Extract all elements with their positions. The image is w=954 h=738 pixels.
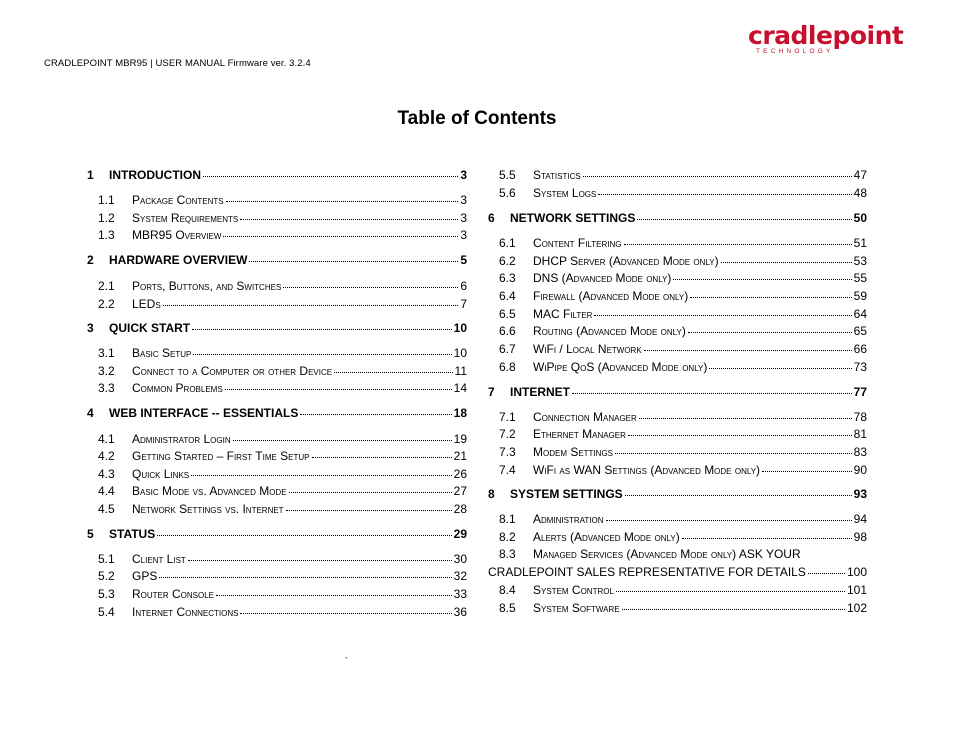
toc-dot-leader bbox=[639, 417, 852, 419]
toc-entry-label: Routing (Advanced Mode only) bbox=[533, 324, 686, 338]
toc-entry[interactable] bbox=[499, 583, 867, 597]
toc-entry-number: 6.7 bbox=[499, 342, 516, 356]
toc-entry-number: 8.5 bbox=[499, 601, 516, 615]
toc-entry-page: 47 bbox=[853, 168, 867, 182]
toc-dot-leader bbox=[615, 452, 852, 454]
toc-entry-number: 5.3 bbox=[98, 587, 115, 601]
toc-entry[interactable] bbox=[488, 487, 867, 501]
toc-entry-number: 8.2 bbox=[499, 530, 516, 544]
toc-entry[interactable] bbox=[87, 527, 467, 541]
toc-entry[interactable] bbox=[499, 547, 867, 561]
toc-entry-page: 77 bbox=[853, 385, 867, 399]
toc-dot-leader bbox=[688, 331, 852, 333]
toc-entry[interactable] bbox=[87, 253, 467, 267]
toc-entry-label: Alerts (Advanced Mode only) bbox=[533, 530, 680, 544]
toc-entry[interactable] bbox=[98, 484, 467, 498]
toc-dot-leader bbox=[226, 200, 459, 202]
toc-entry-number: 2 bbox=[87, 253, 94, 267]
toc-entry-label: MBR95 Overview bbox=[132, 228, 222, 242]
toc-dot-leader bbox=[157, 534, 451, 536]
toc-dot-leader bbox=[240, 612, 451, 614]
toc-entry-number: 6.5 bbox=[499, 307, 516, 321]
toc-entry-page: 73 bbox=[853, 360, 867, 374]
toc-entry-page: 5 bbox=[460, 253, 467, 267]
toc-entry-number: 2.1 bbox=[98, 279, 115, 293]
toc-entry-label: Statistics bbox=[533, 168, 581, 182]
toc-entry-number: 4 bbox=[87, 406, 94, 420]
footer-mark: ` bbox=[345, 656, 348, 666]
toc-entry[interactable] bbox=[98, 381, 467, 395]
toc-entry[interactable] bbox=[98, 228, 467, 242]
toc-entry-label: Firewall (Advanced Mode only) bbox=[533, 289, 689, 303]
toc-entry-label: Modem Settings bbox=[533, 445, 614, 459]
toc-entry-label: GPS bbox=[132, 569, 158, 583]
toc-dot-leader bbox=[225, 388, 452, 390]
logo-wordmark: cradlepoint bbox=[748, 21, 904, 50]
toc-entry-label: Administration bbox=[533, 512, 604, 526]
toc-dot-leader bbox=[283, 286, 458, 288]
toc-entry-page: 98 bbox=[853, 530, 867, 544]
toc-dot-leader bbox=[690, 296, 851, 298]
toc-entry-label: Getting Started – First Time Setup bbox=[132, 449, 310, 463]
toc-dot-leader bbox=[191, 474, 452, 476]
toc-dot-leader bbox=[628, 434, 852, 436]
toc-entry-page: 93 bbox=[853, 487, 867, 501]
toc-entry[interactable] bbox=[499, 530, 867, 544]
toc-entry[interactable] bbox=[499, 463, 867, 477]
toc-entry[interactable] bbox=[98, 569, 467, 583]
toc-dot-leader bbox=[594, 314, 851, 316]
toc-entry[interactable] bbox=[87, 321, 467, 335]
toc-dot-leader bbox=[188, 559, 452, 561]
toc-entry-page: 3 bbox=[460, 168, 467, 182]
toc-entry-label: Connect to a Computer or other Device bbox=[132, 364, 333, 378]
toc-entry[interactable] bbox=[499, 186, 867, 200]
toc-entry-label: SYSTEM SETTINGS bbox=[510, 487, 623, 501]
toc-entry-number: 1 bbox=[87, 168, 94, 182]
toc-entry-page: 27 bbox=[453, 484, 467, 498]
toc-dot-leader bbox=[598, 193, 851, 195]
toc-entry[interactable] bbox=[499, 445, 867, 459]
toc-dot-leader bbox=[159, 576, 451, 578]
toc-entry-label: QUICK START bbox=[109, 321, 191, 335]
toc-entry-label: Ports, Buttons, and Switches bbox=[132, 279, 282, 293]
toc-entry-page: 81 bbox=[853, 427, 867, 441]
toc-entry-number: 3.3 bbox=[98, 381, 115, 395]
toc-entry-number: 7.4 bbox=[499, 463, 516, 477]
toc-entry-page: 11 bbox=[454, 364, 467, 378]
toc-entry-page: 14 bbox=[453, 381, 467, 395]
toc-entry-page: 48 bbox=[853, 186, 867, 200]
toc-dot-leader bbox=[625, 494, 852, 496]
toc-entry-number: 5.4 bbox=[98, 605, 115, 619]
toc-entry[interactable] bbox=[499, 427, 867, 441]
toc-dot-leader bbox=[240, 218, 458, 220]
toc-entry-label: CRADLEPOINT SALES REPRESENTATIVE FOR DETAILS bbox=[488, 565, 806, 579]
toc-entry-page: 94 bbox=[853, 512, 867, 526]
toc-entry-label: System Software bbox=[533, 601, 620, 615]
toc-entry-page: 10 bbox=[453, 321, 467, 335]
toc-entry-label: Managed Services (Advanced Mode only) ASK YOUR bbox=[533, 547, 801, 561]
toc-entry-number: 5.2 bbox=[98, 569, 115, 583]
toc-entry-page: 3 bbox=[460, 228, 467, 242]
toc-entry-label: Router Console bbox=[132, 587, 215, 601]
toc-entry-label: Ethernet Manager bbox=[533, 427, 626, 441]
toc-entry-number: 1.3 bbox=[98, 228, 115, 242]
toc-entry-number: 3 bbox=[87, 321, 94, 335]
toc-dot-leader bbox=[644, 349, 852, 351]
toc-entry-number: 6.8 bbox=[499, 360, 516, 374]
toc-entry-number: 5.6 bbox=[499, 186, 516, 200]
document-header: CRADLEPOINT MBR95 | USER MANUAL Firmware ver. 3.2.4 bbox=[44, 58, 311, 69]
toc-entry-number: 2.2 bbox=[98, 297, 115, 311]
toc-dot-leader bbox=[249, 260, 458, 262]
toc-entry[interactable] bbox=[499, 360, 867, 374]
toc-entry-label: DNS (Advanced Mode only) bbox=[533, 271, 672, 285]
toc-entry-label: System Control bbox=[533, 583, 614, 597]
toc-entry-page: 78 bbox=[853, 410, 867, 424]
toc-dot-leader bbox=[216, 594, 452, 596]
toc-entry-label: Package Contents bbox=[132, 193, 224, 207]
toc-entry[interactable] bbox=[98, 193, 467, 207]
toc-dot-leader bbox=[762, 470, 852, 472]
toc-entry-number: 6 bbox=[488, 211, 495, 225]
toc-entry[interactable] bbox=[87, 168, 467, 182]
toc-entry-label: Network Settings vs. Internet bbox=[132, 502, 284, 516]
toc-entry[interactable] bbox=[98, 364, 467, 378]
toc-entry-label: Internet Connections bbox=[132, 605, 239, 619]
toc-entry-label: LEDs bbox=[132, 297, 161, 311]
toc-entry-page: 18 bbox=[453, 406, 467, 420]
toc-entry-label: Basic Setup bbox=[132, 346, 192, 360]
toc-entry-number: 3.1 bbox=[98, 346, 115, 360]
toc-entry-label: WiFi as WAN Settings (Advanced Mode only) bbox=[533, 463, 761, 477]
toc-entry-page: 100 bbox=[846, 565, 867, 579]
toc-entry-label: INTRODUCTION bbox=[109, 168, 201, 182]
toc-entry-label: NETWORK SETTINGS bbox=[510, 211, 636, 225]
toc-entry-page: 102 bbox=[846, 601, 867, 615]
toc-dot-leader bbox=[233, 439, 452, 441]
toc-entry-number: 8 bbox=[488, 487, 495, 501]
toc-dot-leader bbox=[673, 278, 851, 280]
toc-entry-number: 4.3 bbox=[98, 467, 115, 481]
toc-entry-page: 7 bbox=[460, 297, 467, 311]
toc-entry-page: 3 bbox=[460, 211, 467, 225]
toc-entry[interactable] bbox=[499, 307, 867, 321]
toc-entry-page: 55 bbox=[853, 271, 867, 285]
toc-entry-label: HARDWARE OVERVIEW bbox=[109, 253, 248, 267]
toc-entry-page: 101 bbox=[846, 583, 867, 597]
toc-entry-number: 7.1 bbox=[499, 410, 516, 424]
toc-entry-page: 29 bbox=[453, 527, 467, 541]
toc-entry-number: 7.3 bbox=[499, 445, 516, 459]
toc-entry-page: 6 bbox=[460, 279, 467, 293]
toc-dot-leader bbox=[334, 371, 452, 373]
toc-entry-number: 4.5 bbox=[98, 502, 115, 516]
toc-entry-number: 4.2 bbox=[98, 449, 115, 463]
toc-dot-leader bbox=[223, 235, 458, 237]
toc-dot-leader bbox=[583, 175, 852, 177]
toc-entry[interactable] bbox=[98, 605, 467, 619]
toc-entry-label: WEB INTERFACE -- ESSENTIALS bbox=[109, 406, 299, 420]
toc-entry[interactable] bbox=[98, 587, 467, 601]
toc-entry-number: 7.2 bbox=[499, 427, 516, 441]
toc-entry-label: INTERNET bbox=[510, 385, 570, 399]
toc-dot-leader bbox=[622, 608, 845, 610]
toc-entry[interactable] bbox=[499, 324, 867, 338]
toc-entry-page: 21 bbox=[453, 449, 467, 463]
toc-entry-page: 33 bbox=[453, 587, 467, 601]
toc-entry-number: 4.4 bbox=[98, 484, 115, 498]
toc-entry-label: System Logs bbox=[533, 186, 597, 200]
toc-entry[interactable] bbox=[87, 406, 467, 420]
toc-entry[interactable] bbox=[499, 236, 867, 250]
toc-dot-leader bbox=[193, 353, 451, 355]
toc-dot-leader bbox=[163, 304, 459, 306]
toc-dot-leader bbox=[624, 243, 852, 245]
toc-entry-label: Basic Mode vs. Advanced Mode bbox=[132, 484, 287, 498]
toc-entry-page: 10 bbox=[453, 346, 467, 360]
toc-dot-leader bbox=[289, 491, 452, 493]
toc-entry[interactable] bbox=[98, 211, 467, 225]
toc-entry-page: 3 bbox=[460, 193, 467, 207]
toc-entry[interactable] bbox=[499, 512, 867, 526]
toc-entry-label: System Requirements bbox=[132, 211, 239, 225]
toc-entry-number: 7 bbox=[488, 385, 495, 399]
toc-entry[interactable] bbox=[98, 449, 467, 463]
toc-dot-leader bbox=[637, 218, 851, 220]
toc-dot-leader bbox=[203, 175, 458, 177]
toc-entry-label: Client List bbox=[132, 552, 186, 566]
toc-dot-leader bbox=[192, 328, 452, 330]
toc-entry-number: 5.1 bbox=[98, 552, 115, 566]
cradlepoint-logo bbox=[748, 21, 904, 62]
toc-dot-leader bbox=[300, 413, 451, 415]
toc-entry-label: Common Problems bbox=[132, 381, 223, 395]
toc-entry-page: 65 bbox=[853, 324, 867, 338]
toc-entry-number: 8.3 bbox=[499, 547, 516, 561]
toc-dot-leader bbox=[616, 590, 845, 592]
toc-entry[interactable] bbox=[499, 410, 867, 424]
toc-entry[interactable] bbox=[499, 168, 867, 182]
toc-entry-number: 8.4 bbox=[499, 583, 516, 597]
toc-entry[interactable] bbox=[488, 385, 867, 399]
toc-entry[interactable] bbox=[499, 254, 867, 268]
toc-entry[interactable] bbox=[98, 502, 467, 516]
toc-entry-page: 64 bbox=[853, 307, 867, 321]
toc-dot-leader bbox=[682, 537, 852, 539]
toc-entry[interactable] bbox=[499, 601, 867, 615]
toc-dot-leader bbox=[709, 367, 851, 369]
toc-entry[interactable] bbox=[98, 467, 467, 481]
toc-entry-number: 4.1 bbox=[98, 432, 115, 446]
toc-entry-label: WiFi / Local Network bbox=[533, 342, 642, 356]
toc-dot-leader bbox=[286, 509, 452, 511]
toc-entry-page: 50 bbox=[853, 211, 867, 225]
toc-entry-page: 51 bbox=[853, 236, 867, 250]
toc-entry-page: 53 bbox=[853, 254, 867, 268]
toc-entry[interactable] bbox=[499, 271, 867, 285]
toc-entry-label: MAC Filter bbox=[533, 307, 593, 321]
toc-entry-page: 28 bbox=[453, 502, 467, 516]
toc-entry-label: Administrator Login bbox=[132, 432, 231, 446]
toc-entry[interactable] bbox=[98, 552, 467, 566]
toc-entry-page: 59 bbox=[853, 289, 867, 303]
toc-entry[interactable] bbox=[499, 289, 867, 303]
toc-entry-page: 90 bbox=[853, 463, 867, 477]
toc-entry-label: Connection Manager bbox=[533, 410, 637, 424]
toc-entry-page: 26 bbox=[453, 467, 467, 481]
toc-entry-label: STATUS bbox=[109, 527, 156, 541]
toc-entry-number: 6.4 bbox=[499, 289, 516, 303]
toc-entry-number: 1.1 bbox=[98, 193, 115, 207]
toc-entry[interactable] bbox=[488, 565, 867, 579]
toc-entry[interactable] bbox=[98, 346, 467, 360]
toc-dot-leader bbox=[721, 261, 852, 263]
toc-entry[interactable] bbox=[499, 342, 867, 356]
toc-entry-page: 36 bbox=[453, 605, 467, 619]
toc-entry-number: 5.5 bbox=[499, 168, 516, 182]
toc-entry-number: 6.3 bbox=[499, 271, 516, 285]
toc-entry-label: WiPipe QoS (Advanced Mode only) bbox=[533, 360, 708, 374]
toc-dot-leader bbox=[312, 456, 452, 458]
toc-entry[interactable] bbox=[488, 211, 867, 225]
toc-entry-label: Quick Links bbox=[132, 467, 190, 481]
toc-entry-number: 6.6 bbox=[499, 324, 516, 338]
toc-entry-number: 5 bbox=[87, 527, 94, 541]
toc-entry[interactable] bbox=[98, 297, 467, 311]
page-title: Table of Contents bbox=[397, 108, 557, 129]
toc-entry-page: 83 bbox=[853, 445, 867, 459]
toc-entry-number: 3.2 bbox=[98, 364, 115, 378]
toc-entry[interactable] bbox=[98, 432, 467, 446]
toc-entry-label: Content Filtering bbox=[533, 236, 622, 250]
toc-entry-number: 1.2 bbox=[98, 211, 115, 225]
toc-entry-number: 6.1 bbox=[499, 236, 516, 250]
toc-entry-page: 32 bbox=[453, 569, 467, 583]
toc-dot-leader bbox=[606, 519, 852, 521]
toc-entry-number: 6.2 bbox=[499, 254, 516, 268]
logo-tagline: TECHNOLOGY bbox=[756, 48, 834, 55]
toc-entry-page: 19 bbox=[453, 432, 467, 446]
toc-entry[interactable] bbox=[98, 279, 467, 293]
toc-entry-label: DHCP Server (Advanced Mode only) bbox=[533, 254, 719, 268]
toc-entry-page: 66 bbox=[853, 342, 867, 356]
toc-dot-leader bbox=[808, 572, 845, 574]
toc-entry-page: 30 bbox=[453, 552, 467, 566]
toc-entry-number: 8.1 bbox=[499, 512, 516, 526]
toc-dot-leader bbox=[572, 392, 852, 394]
